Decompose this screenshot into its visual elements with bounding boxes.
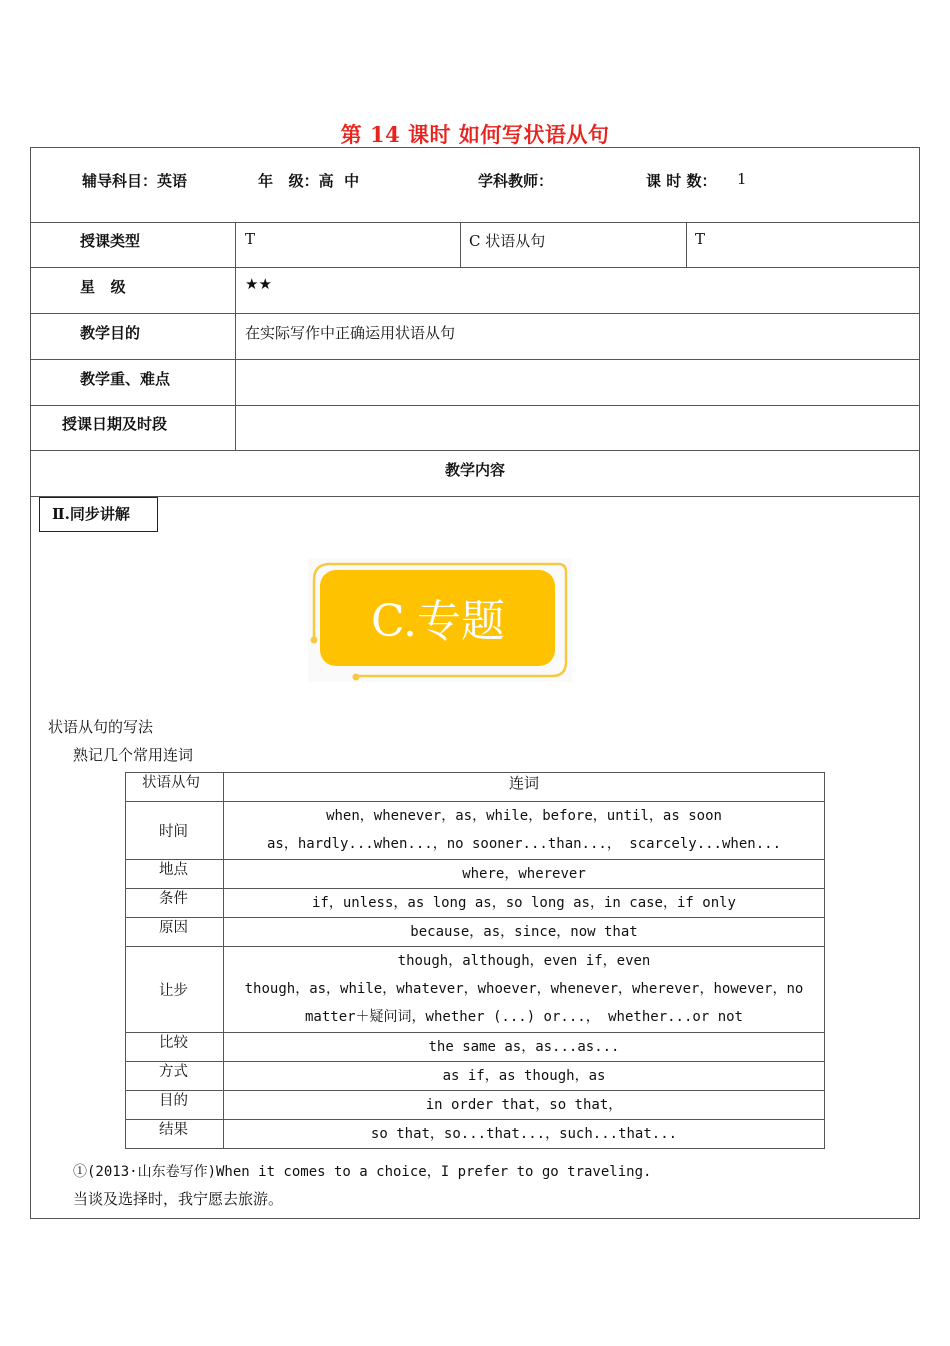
- clause-type: 原因: [126, 918, 224, 947]
- subject-label: 辅导科目：英语: [82, 172, 188, 190]
- clause-type: 比较: [126, 1033, 224, 1062]
- table-row: [126, 1091, 825, 1120]
- conjunction-list: [224, 1062, 825, 1091]
- lesson-type-label: 授课类型: [80, 232, 141, 250]
- row-divider: [30, 313, 920, 314]
- conjunction-line: where，wherever: [462, 866, 586, 882]
- goal-label: 教学目的: [80, 324, 141, 342]
- conjunction-line: because，as，since，now that: [410, 924, 638, 940]
- key-points-label: 教学重、难点: [80, 370, 171, 388]
- lesson-type-col2: C 状语从句: [469, 232, 546, 250]
- date-label: 授课日期及时段: [62, 415, 168, 433]
- clause-type: 目的: [126, 1091, 224, 1120]
- row-divider: [30, 222, 920, 223]
- column-divider: [235, 222, 236, 450]
- table-header-row: [126, 773, 825, 802]
- row-divider: [30, 405, 920, 406]
- example-translation: 当谈及选择时，我宁愿去旅游。: [73, 1190, 284, 1208]
- conjunction-line: when，whenever，as，while，before，until，as soon: [326, 808, 722, 824]
- table-row: [126, 1033, 825, 1062]
- clause-type: 结果: [126, 1120, 224, 1149]
- clause-type: 时间: [126, 802, 224, 860]
- conjunction-line: though，although，even if，even: [397, 953, 651, 969]
- topic-logo: [308, 558, 572, 682]
- conjunction-list: [224, 1120, 825, 1149]
- table-row: [126, 918, 825, 947]
- row-divider: [30, 450, 920, 451]
- row-divider: [30, 267, 920, 268]
- clause-type: 方式: [126, 1062, 224, 1091]
- teacher-label: 学科教师：: [478, 172, 554, 190]
- conjunction-line: the same as，as...as...: [428, 1039, 620, 1055]
- section-label: Ⅱ.同步讲解: [39, 497, 158, 532]
- header-cell-conjunctions: 连词: [224, 773, 825, 802]
- conjunction-list: [224, 889, 825, 918]
- table-row: [126, 1120, 825, 1149]
- table-row: [126, 947, 825, 1033]
- table-row: [126, 889, 825, 918]
- row-divider: [30, 359, 920, 360]
- conjunction-list: [224, 947, 825, 1033]
- section-subheading: 熟记几个常用连词: [73, 746, 194, 764]
- conjunction-list: [224, 802, 825, 860]
- table-row: [126, 1062, 825, 1091]
- conjunction-line: matter＋疑问词，whether (...) or...， whether...or not: [304, 1009, 743, 1025]
- star-rating: ★★: [245, 275, 272, 293]
- content-heading: 教学内容: [444, 461, 505, 479]
- conjunction-table: [125, 772, 825, 1149]
- conjunction-line: so that，so...that...，such...that...: [370, 1126, 678, 1142]
- lesson-type-col3: T: [695, 230, 706, 248]
- conjunction-line: in order that，so that，: [425, 1097, 623, 1113]
- conjunction-line: though，as，while，whatever，whoever，whenever，wherever，however，no: [244, 981, 804, 997]
- example-sentence: ①(2013·山东卷写作)When it comes to a choice，I prefer to go traveling.: [73, 1164, 652, 1180]
- conjunction-list: [224, 1091, 825, 1120]
- goal-value: 在实际写作中正确运用状语从句: [245, 324, 456, 342]
- conjunction-list: [224, 918, 825, 947]
- document-title: 第 14 课时 如何写状语从句: [340, 122, 610, 147]
- conjunction-line: as，hardly...when...，no sooner...than...， scarcely...when...: [266, 836, 781, 852]
- clause-type: 地点: [126, 860, 224, 889]
- conjunction-list: [224, 860, 825, 889]
- table-row: [126, 860, 825, 889]
- column-divider: [686, 222, 687, 267]
- header-cell-clause: 状语从句: [126, 773, 224, 802]
- grade-label: 年 级：高 中: [258, 172, 360, 190]
- conjunction-list: [224, 1033, 825, 1062]
- section-heading: 状语从句的写法: [48, 718, 154, 736]
- table-row: [126, 802, 825, 860]
- hours-label: 课 时 数：: [646, 172, 717, 190]
- clause-type: 条件: [126, 889, 224, 918]
- column-divider: [460, 222, 461, 267]
- conjunction-line: if，unless，as long as，so long as，in case，if only: [311, 895, 736, 911]
- hours-value: 1: [737, 170, 747, 188]
- conjunction-line: as if，as though，as: [442, 1068, 606, 1084]
- clause-type: 让步: [126, 947, 224, 1033]
- star-label: 星 级: [80, 278, 126, 296]
- lesson-type-col1: T: [245, 230, 256, 248]
- logo-text: C.专题: [370, 596, 506, 647]
- row-divider: [30, 496, 920, 497]
